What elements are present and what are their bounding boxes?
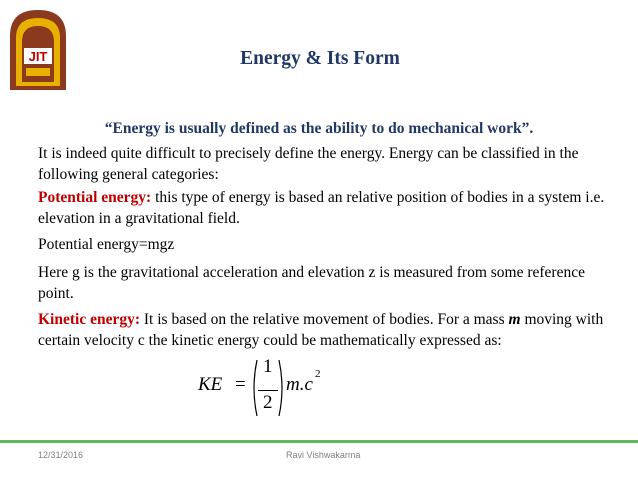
slide-title: Energy & Its Form xyxy=(240,48,400,69)
footer-date: 12/31/2016 xyxy=(38,450,84,460)
left-parenthesis xyxy=(250,358,258,418)
potential-energy-text: this type of energy is based an relative position of bodies in a system i.e. elevation in a gravitational field. xyxy=(38,189,605,227)
right-parenthesis xyxy=(278,358,286,418)
potential-energy-formula: Potential energy=mgz xyxy=(38,236,175,253)
logo-text: JIT xyxy=(28,49,48,64)
fraction-bar xyxy=(258,390,278,391)
formula-numerator: 1 xyxy=(263,356,273,377)
potential-energy-explanation: Here g is the gravitational acceleration and elevation z is measured from some reference point. xyxy=(38,264,585,302)
formula-equals: = xyxy=(235,374,246,395)
potential-energy-paragraph xyxy=(38,187,608,229)
definition-quote: “Energy is usually defined as the ability to do mechanical work”. xyxy=(104,120,534,137)
kinetic-energy-paragraph xyxy=(38,309,608,351)
footer-divider xyxy=(0,440,638,443)
institute-logo xyxy=(4,6,72,92)
formula-rhs: m.c xyxy=(286,374,313,395)
footer-author: Ravi Vishwakarma xyxy=(286,450,361,460)
mass-symbol: m xyxy=(508,311,521,328)
formula-exponent: 2 xyxy=(315,368,321,380)
kinetic-energy-text-before: It is based on the relative movement of bodies. For a mass xyxy=(140,311,509,328)
intro-paragraph: It is indeed quite difficult to precisely define the energy. Energy can be classified in the following general categories: xyxy=(38,145,579,183)
formula-lhs: KE xyxy=(198,374,223,395)
kinetic-energy-text-after: moving with certain velocity c the kinetic energy could be mathematically expressed as: xyxy=(38,311,604,349)
kinetic-energy-formula xyxy=(198,358,338,418)
potential-energy-label: Potential energy: xyxy=(38,189,152,206)
kinetic-energy-label: Kinetic energy: xyxy=(38,311,141,328)
formula-denominator: 2 xyxy=(263,392,273,413)
